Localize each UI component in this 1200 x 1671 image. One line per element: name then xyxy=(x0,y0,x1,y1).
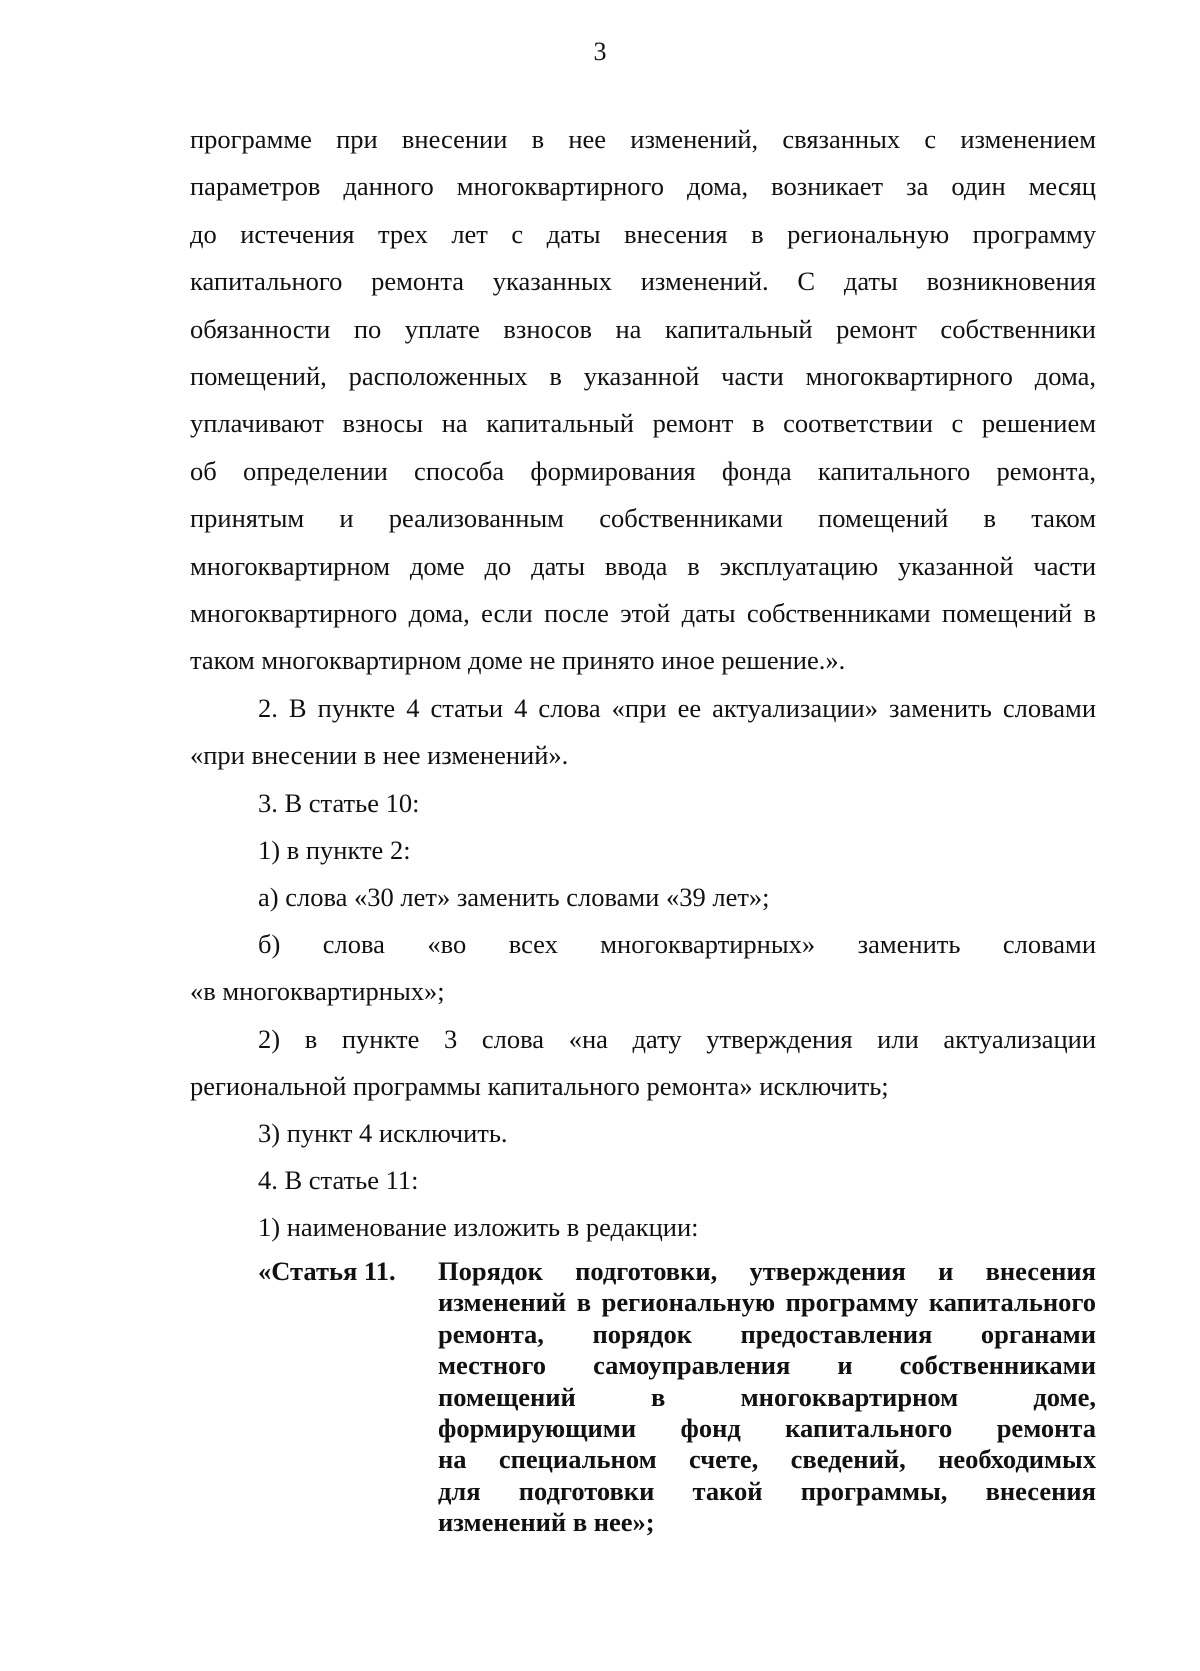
text-line: об определении способа формирования фонда капитального ремонта, xyxy=(190,455,1096,486)
text-line: программе при внесении в нее изменений, связанных с изменением xyxy=(190,124,1096,154)
article-title-line: изменений в нее»; xyxy=(438,1507,655,1538)
item-3-sub-2 xyxy=(190,1016,1096,1111)
article-title-line: изменений в региональную программу капитального xyxy=(438,1287,1096,1318)
text-line: уплачивают взносы на капитальный ремонт в соответствии с решением xyxy=(190,408,1096,439)
article-label: «Статья 11. xyxy=(258,1256,396,1286)
article-title-line: местного самоуправления и собственниками xyxy=(438,1350,1096,1381)
article-title-line: на специальном счете, сведений, необходимых xyxy=(438,1444,1096,1475)
text-line: обязанности по уплате взносов на капитальный ремонт собственники xyxy=(190,313,1096,344)
text-line: многоквартирного дома, если после этой даты собственниками помещений в xyxy=(190,598,1096,629)
item-3-title: 3. В статье 10: xyxy=(258,788,420,818)
item-4-title: 4. В статье 11: xyxy=(258,1165,419,1195)
text-line: «в многоквартирных»; xyxy=(190,976,445,1007)
text-line: таком многоквартирном доме не принято иное решение.». xyxy=(190,645,846,676)
article-title-line: для подготовки такой программы, внесения xyxy=(438,1475,1096,1506)
article-title-line: формирующими фонд капитального ремонта xyxy=(438,1413,1096,1444)
text-line: 2) в пункте 3 слова «на дату утверждения или актуализации xyxy=(258,1024,1096,1054)
item-3-sub-3: 3) пункт 4 исключить. xyxy=(258,1118,508,1148)
text-line: б) слова «во всех многоквартирных» заменить словами xyxy=(258,929,1096,959)
item-3-sub-1b xyxy=(190,921,1096,1016)
item-4-sub-1: 1) наименование изложить в редакции: xyxy=(258,1212,699,1242)
page-number: 3 xyxy=(593,37,607,66)
item-2-paragraph xyxy=(190,685,1096,780)
article-title-line: Порядок подготовки, утверждения и внесения xyxy=(438,1256,1096,1286)
text-line: многоквартирном доме до даты ввода в эксплуатацию указанной части xyxy=(190,550,1096,581)
article-title-line: помещений в многоквартирном доме, xyxy=(438,1381,1096,1412)
article-title xyxy=(438,1256,1096,1539)
text-line: помещений, расположенных в указанной части многоквартирного дома, xyxy=(190,361,1096,392)
text-line: региональной программы капитального ремонта» исключить; xyxy=(190,1071,889,1102)
text-line: капитального ремонта указанных изменений. С даты возникновения xyxy=(190,266,1096,297)
text-line: 2. В пункте 4 статьи 4 слова «при ее актуализации» заменить словами xyxy=(258,693,1096,723)
item-3-sub-1a: а) слова «30 лет» заменить словами «39 лет»; xyxy=(258,882,770,912)
text-line: параметров данного многоквартирного дома, возникает за один месяц xyxy=(190,171,1096,202)
text-line: принятым и реализованным собственниками помещений в таком xyxy=(190,503,1096,534)
item-3-sub-1: 1) в пункте 2: xyxy=(258,835,411,865)
article-title-line: ремонта, порядок предоставления органами xyxy=(438,1318,1096,1349)
text-line: «при внесении в нее изменений». xyxy=(190,740,569,771)
continuation-paragraph xyxy=(190,116,1096,685)
text-line: до истечения трех лет с даты внесения в региональную программу xyxy=(190,218,1096,249)
